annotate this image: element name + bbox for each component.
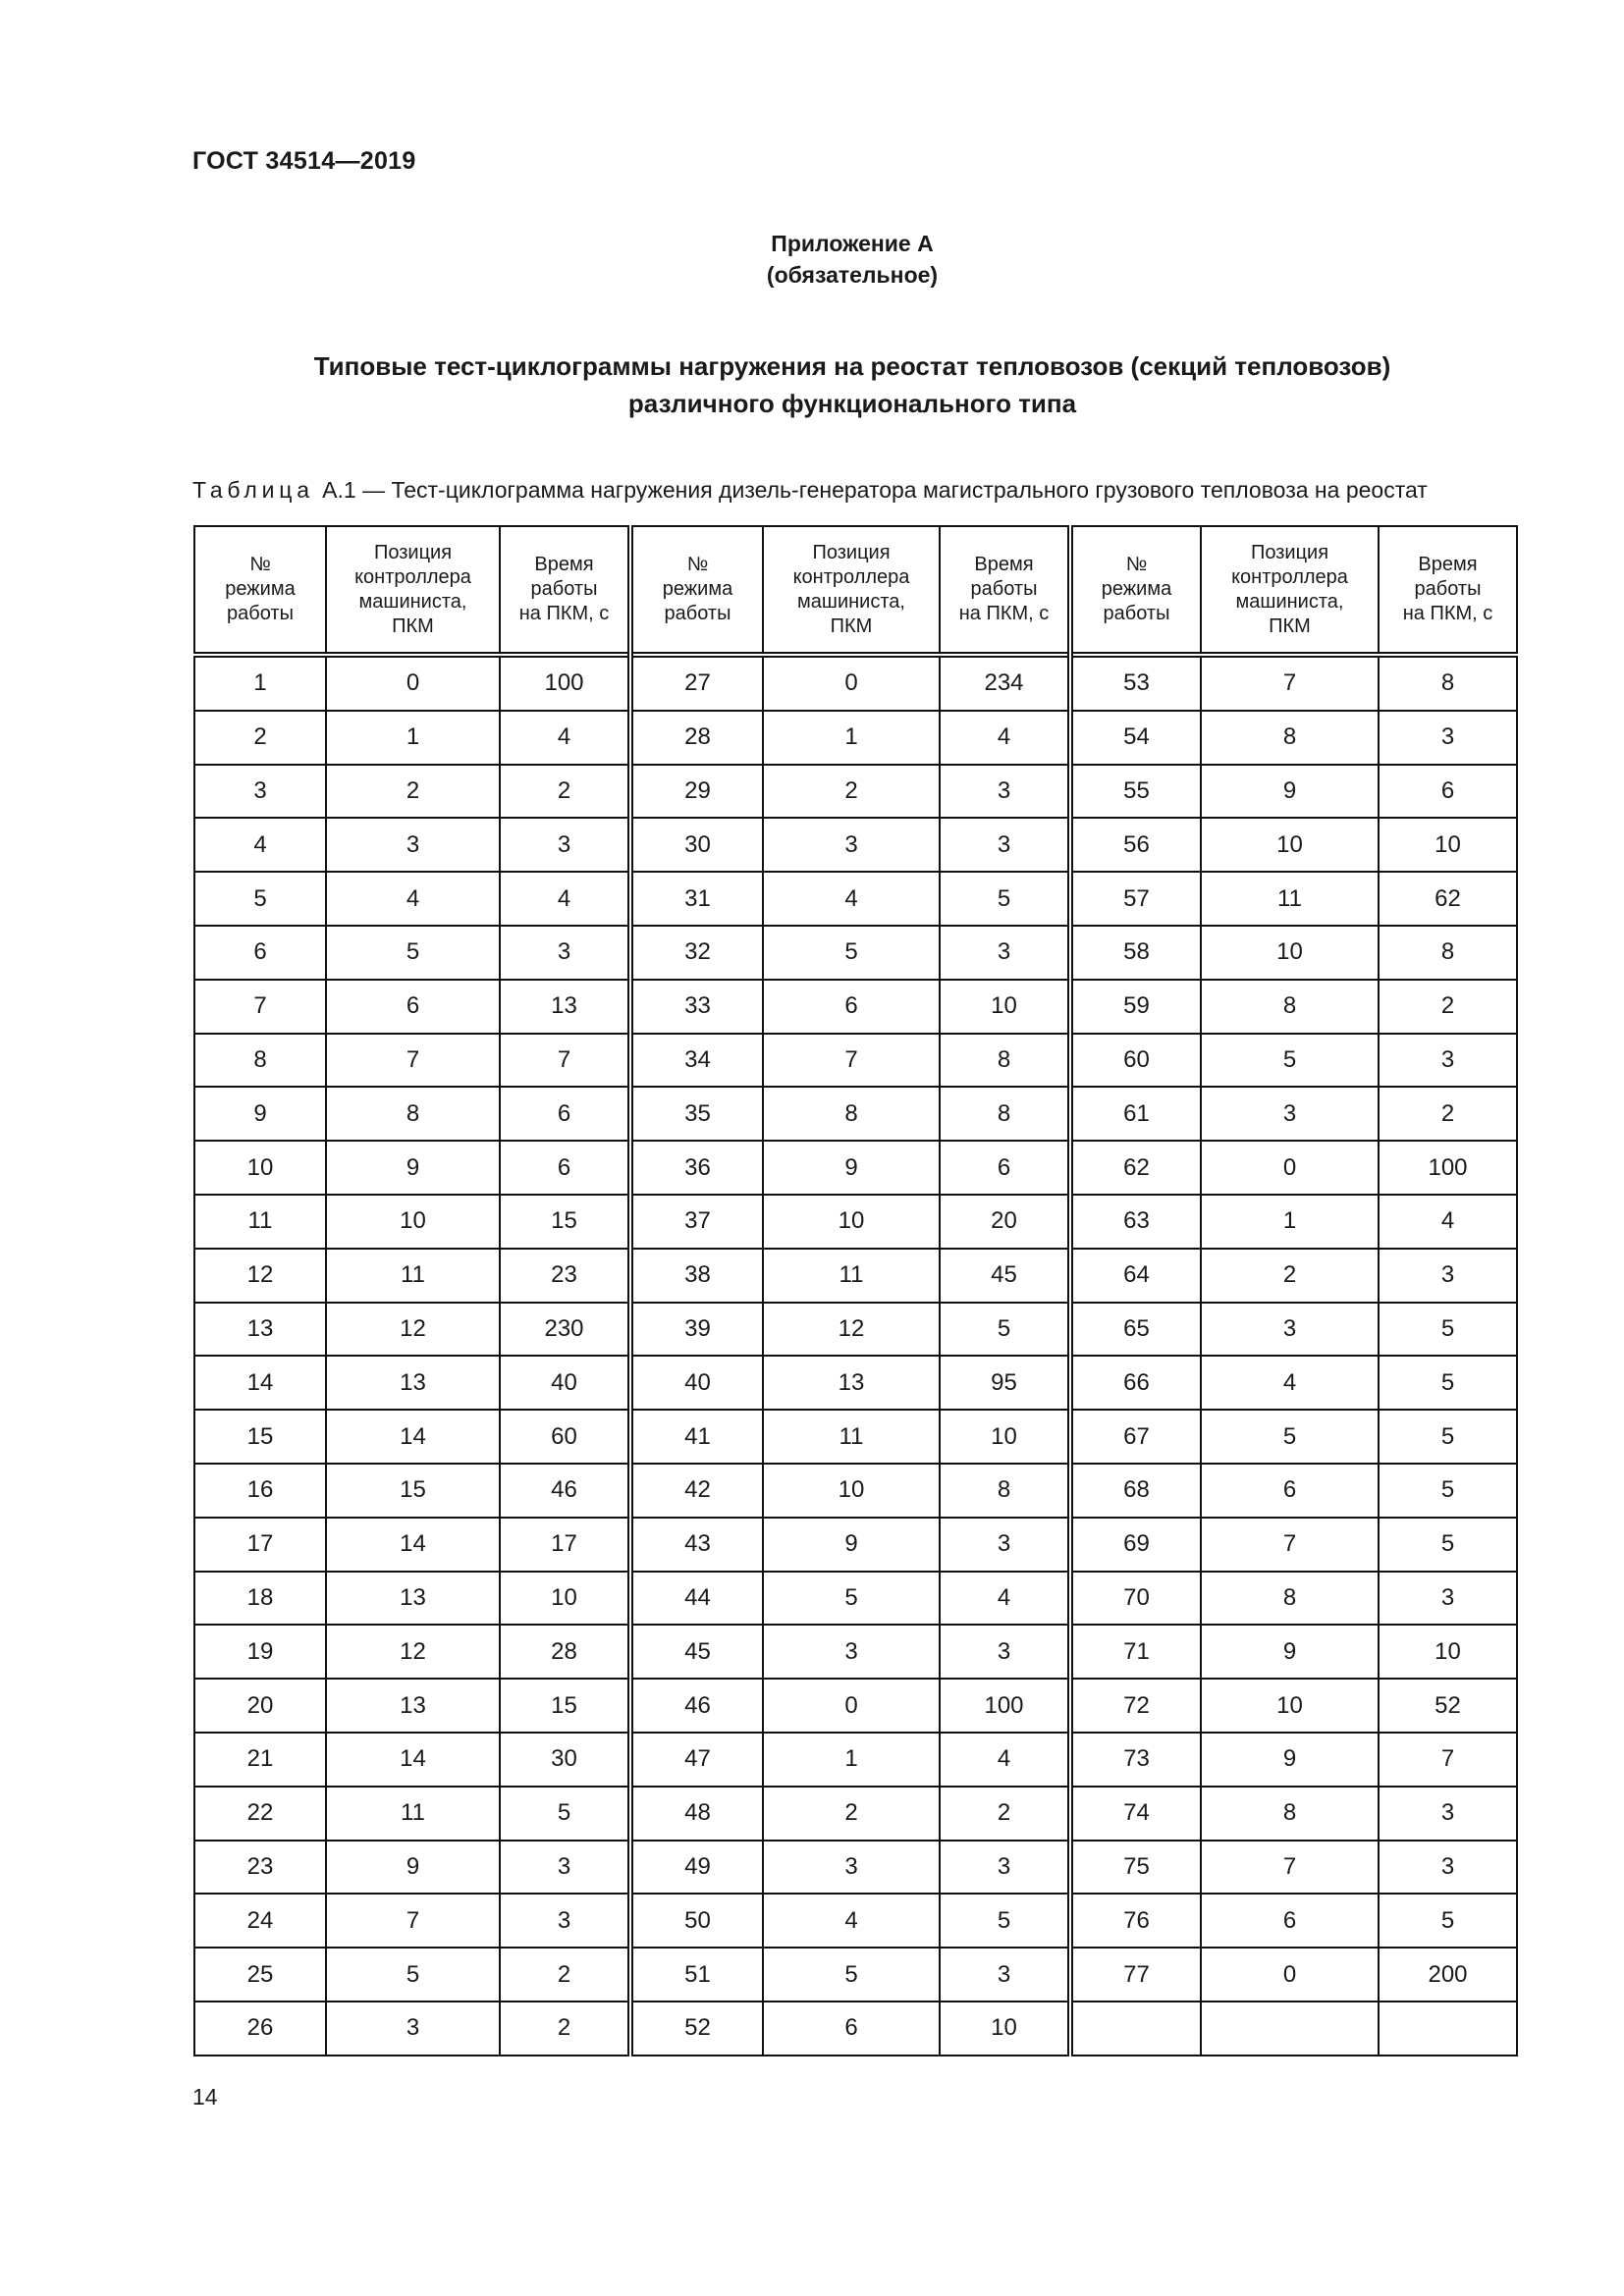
cell-operating-time: 100 (1379, 1141, 1517, 1195)
cell-mode-number: 33 (630, 980, 763, 1034)
cell-operating-time: 7 (500, 1034, 630, 1088)
cell-controller-position: 7 (763, 1034, 940, 1088)
cell-mode-number: 12 (194, 1249, 326, 1303)
cell-mode-number: 3 (194, 765, 326, 819)
table-row (194, 818, 1517, 872)
cell-operating-time: 15 (500, 1679, 630, 1733)
table-row (194, 1087, 1517, 1141)
cell-controller-position: 0 (763, 1679, 940, 1733)
cell-mode-number: 61 (1070, 1087, 1201, 1141)
cell-controller-position: 0 (326, 655, 500, 711)
cell-controller-position: 5 (326, 1948, 500, 2002)
cell-controller-position: 10 (1201, 1679, 1379, 1733)
cell-operating-time: 23 (500, 1249, 630, 1303)
cell-mode-number: 7 (194, 980, 326, 1034)
cell-controller-position: 6 (326, 980, 500, 1034)
cell-operating-time: 6 (1379, 765, 1517, 819)
cell-operating-time: 3 (940, 765, 1070, 819)
cell-operating-time: 4 (500, 711, 630, 765)
cell-operating-time: 5 (1379, 1894, 1517, 1948)
col-header-operating-time: Время работы на ПКМ, с (1379, 526, 1517, 655)
col-header-controller-position: Позиция контроллера машиниста, ПКМ (763, 526, 940, 655)
cell-controller-position: 3 (1201, 1087, 1379, 1141)
cell-controller-position: 6 (1201, 1894, 1379, 1948)
cell-controller-position: 9 (326, 1841, 500, 1895)
cell-controller-position: 6 (763, 980, 940, 1034)
cell-operating-time: 5 (940, 1894, 1070, 1948)
cell-operating-time: 15 (500, 1195, 630, 1249)
cell-mode-number: 25 (194, 1948, 326, 2002)
cell-controller-position: 4 (763, 1894, 940, 1948)
cell-operating-time: 2 (1379, 980, 1517, 1034)
cell-mode-number: 62 (1070, 1141, 1201, 1195)
cell-operating-time: 6 (940, 1141, 1070, 1195)
cell-controller-position: 0 (763, 655, 940, 711)
cell-operating-time: 20 (940, 1195, 1070, 1249)
table-row (194, 1841, 1517, 1895)
cell-mode-number: 26 (194, 2002, 326, 2056)
cell-operating-time: 4 (1379, 1195, 1517, 1249)
cell-controller-position: 5 (326, 926, 500, 980)
cell-controller-position: 0 (1201, 1141, 1379, 1195)
cell-controller-position: 7 (326, 1034, 500, 1088)
table-row (194, 1679, 1517, 1733)
cell-controller-position: 3 (763, 818, 940, 872)
table-row (194, 1249, 1517, 1303)
cell-mode-number: 59 (1070, 980, 1201, 1034)
cell-controller-position: 10 (1201, 818, 1379, 872)
cell-mode-number: 11 (194, 1195, 326, 1249)
cell-mode-number: 65 (1070, 1303, 1201, 1357)
cell-mode-number: 52 (630, 2002, 763, 2056)
cell-controller-position: 3 (326, 818, 500, 872)
cell-controller-position: 5 (763, 926, 940, 980)
test-cycle-table (193, 525, 1518, 2056)
table-row (194, 1733, 1517, 1787)
cell-mode-number: 73 (1070, 1733, 1201, 1787)
cell-mode-number: 8 (194, 1034, 326, 1088)
table-row (194, 1787, 1517, 1841)
cell-controller-position: 12 (326, 1625, 500, 1679)
cell-mode-number: 71 (1070, 1625, 1201, 1679)
cell-operating-time: 5 (1379, 1303, 1517, 1357)
cell-mode-number: 39 (630, 1303, 763, 1357)
cell-mode-number: 28 (630, 711, 763, 765)
cell-operating-time: 3 (1379, 1249, 1517, 1303)
cell-mode-number: 35 (630, 1087, 763, 1141)
cell-operating-time: 5 (1379, 1464, 1517, 1518)
cell-operating-time: 3 (940, 1948, 1070, 2002)
cell-controller-position: 3 (763, 1625, 940, 1679)
table-caption (192, 477, 1428, 504)
table-row (194, 1464, 1517, 1518)
table-row (194, 1356, 1517, 1410)
cell-operating-time: 10 (940, 1410, 1070, 1464)
cell-controller-position: 14 (326, 1410, 500, 1464)
cell-operating-time: 100 (940, 1679, 1070, 1733)
table-row (194, 1195, 1517, 1249)
cell-mode-number: 14 (194, 1356, 326, 1410)
cell-controller-position: 2 (763, 1787, 940, 1841)
col-header-operating-time: Время работы на ПКМ, с (500, 526, 630, 655)
cell-controller-position: 7 (1201, 1518, 1379, 1572)
cell-mode-number: 40 (630, 1356, 763, 1410)
cell-controller-position: 5 (1201, 1410, 1379, 1464)
cell-mode-number: 50 (630, 1894, 763, 1948)
cell-mode-number: 44 (630, 1572, 763, 1626)
table-row (194, 1303, 1517, 1357)
cell-mode-number: 32 (630, 926, 763, 980)
cell-mode-number: 36 (630, 1141, 763, 1195)
annex-heading (0, 347, 1624, 422)
cell-controller-position (1201, 2002, 1379, 2056)
cell-operating-time: 95 (940, 1356, 1070, 1410)
cell-mode-number: 56 (1070, 818, 1201, 872)
cell-mode-number: 24 (194, 1894, 326, 1948)
table-row (194, 1410, 1517, 1464)
cell-mode-number: 27 (630, 655, 763, 711)
cell-mode-number: 55 (1070, 765, 1201, 819)
cell-operating-time: 5 (500, 1787, 630, 1841)
cell-operating-time: 60 (500, 1410, 630, 1464)
cell-mode-number: 41 (630, 1410, 763, 1464)
cell-controller-position: 11 (326, 1787, 500, 1841)
cell-operating-time: 200 (1379, 1948, 1517, 2002)
cell-operating-time: 4 (940, 1572, 1070, 1626)
cell-operating-time: 3 (1379, 1572, 1517, 1626)
cell-controller-position: 1 (1201, 1195, 1379, 1249)
cell-mode-number: 17 (194, 1518, 326, 1572)
cell-operating-time: 2 (500, 1948, 630, 2002)
cell-mode-number: 16 (194, 1464, 326, 1518)
cell-controller-position: 9 (326, 1141, 500, 1195)
cell-operating-time: 6 (500, 1141, 630, 1195)
cell-operating-time: 46 (500, 1464, 630, 1518)
cell-operating-time: 8 (940, 1087, 1070, 1141)
table-row (194, 872, 1517, 926)
cell-controller-position: 6 (1201, 1464, 1379, 1518)
cell-operating-time: 10 (1379, 818, 1517, 872)
cell-operating-time: 4 (940, 1733, 1070, 1787)
cell-mode-number: 2 (194, 711, 326, 765)
cell-operating-time: 8 (940, 1034, 1070, 1088)
cell-controller-position: 11 (763, 1249, 940, 1303)
cell-mode-number: 46 (630, 1679, 763, 1733)
annex-heading-line-1: Типовые тест-циклограммы нагружения на реостат тепловозов (секций тепловозов) (313, 351, 1391, 381)
cell-operating-time: 7 (1379, 1733, 1517, 1787)
annex-label (0, 228, 1624, 291)
cell-mode-number: 77 (1070, 1948, 1201, 2002)
table-body (194, 655, 1517, 2056)
cell-operating-time: 13 (500, 980, 630, 1034)
cell-controller-position: 13 (326, 1356, 500, 1410)
table-row (194, 765, 1517, 819)
cell-operating-time: 3 (940, 1625, 1070, 1679)
cell-mode-number: 31 (630, 872, 763, 926)
cell-controller-position: 10 (763, 1464, 940, 1518)
cell-operating-time: 5 (940, 872, 1070, 926)
cell-controller-position: 9 (1201, 1733, 1379, 1787)
cell-operating-time: 3 (1379, 1034, 1517, 1088)
cell-operating-time: 52 (1379, 1679, 1517, 1733)
cell-mode-number: 21 (194, 1733, 326, 1787)
cell-mode-number: 34 (630, 1034, 763, 1088)
col-header-controller-position: Позиция контроллера машиниста, ПКМ (326, 526, 500, 655)
cell-controller-position: 8 (1201, 980, 1379, 1034)
cell-operating-time: 2 (940, 1787, 1070, 1841)
cell-controller-position: 7 (1201, 655, 1379, 711)
cell-mode-number: 10 (194, 1141, 326, 1195)
cell-mode-number: 60 (1070, 1034, 1201, 1088)
annex-heading-line-2: различного функционального типа (627, 389, 1077, 418)
cell-operating-time: 8 (940, 1464, 1070, 1518)
cell-controller-position: 12 (763, 1303, 940, 1357)
cell-controller-position: 14 (326, 1733, 500, 1787)
cell-operating-time: 3 (1379, 1841, 1517, 1895)
cell-controller-position: 11 (1201, 872, 1379, 926)
cell-mode-number: 63 (1070, 1195, 1201, 1249)
cell-controller-position: 3 (1201, 1303, 1379, 1357)
table-row (194, 1034, 1517, 1088)
cell-mode-number: 1 (194, 655, 326, 711)
col-header-mode-number: № режима работы (1070, 526, 1201, 655)
cell-controller-position: 11 (763, 1410, 940, 1464)
cell-mode-number: 76 (1070, 1894, 1201, 1948)
cell-mode-number: 66 (1070, 1356, 1201, 1410)
cell-controller-position: 14 (326, 1518, 500, 1572)
cell-controller-position: 8 (326, 1087, 500, 1141)
col-header-mode-number: № режима работы (630, 526, 763, 655)
cell-mode-number: 13 (194, 1303, 326, 1357)
cell-operating-time: 5 (1379, 1518, 1517, 1572)
cell-mode-number: 72 (1070, 1679, 1201, 1733)
cell-mode-number: 5 (194, 872, 326, 926)
cell-mode-number: 6 (194, 926, 326, 980)
cell-mode-number: 69 (1070, 1518, 1201, 1572)
cell-operating-time: 10 (940, 980, 1070, 1034)
cell-operating-time: 62 (1379, 872, 1517, 926)
page-number: 14 (192, 2084, 218, 2109)
annex-status: (обязательное) (766, 262, 939, 288)
cell-mode-number: 29 (630, 765, 763, 819)
cell-controller-position: 8 (1201, 1787, 1379, 1841)
cell-operating-time: 45 (940, 1249, 1070, 1303)
cell-mode-number: 48 (630, 1787, 763, 1841)
table-row (194, 1572, 1517, 1626)
table-row (194, 1625, 1517, 1679)
table-row (194, 655, 1517, 711)
cell-controller-position: 11 (326, 1249, 500, 1303)
cell-mode-number: 15 (194, 1410, 326, 1464)
cell-controller-position: 4 (763, 872, 940, 926)
cell-operating-time: 3 (500, 926, 630, 980)
cell-operating-time: 234 (940, 655, 1070, 711)
cell-operating-time: 40 (500, 1356, 630, 1410)
cell-mode-number: 30 (630, 818, 763, 872)
cell-operating-time: 8 (1379, 926, 1517, 980)
cell-mode-number: 54 (1070, 711, 1201, 765)
cell-controller-position: 10 (326, 1195, 500, 1249)
cell-mode-number: 64 (1070, 1249, 1201, 1303)
cell-mode-number (1070, 2002, 1201, 2056)
cell-mode-number: 70 (1070, 1572, 1201, 1626)
col-header-operating-time: Время работы на ПКМ, с (940, 526, 1070, 655)
cell-operating-time: 5 (940, 1303, 1070, 1357)
cell-operating-time: 3 (940, 926, 1070, 980)
cell-controller-position: 9 (1201, 1625, 1379, 1679)
cell-controller-position: 2 (326, 765, 500, 819)
cell-mode-number: 20 (194, 1679, 326, 1733)
cell-mode-number: 67 (1070, 1410, 1201, 1464)
cell-mode-number: 58 (1070, 926, 1201, 980)
cell-controller-position: 6 (763, 2002, 940, 2056)
cell-mode-number: 18 (194, 1572, 326, 1626)
cell-controller-position: 8 (1201, 711, 1379, 765)
cell-controller-position: 4 (326, 872, 500, 926)
table-header-row (194, 526, 1517, 655)
cell-controller-position: 13 (326, 1572, 500, 1626)
cell-operating-time: 2 (500, 765, 630, 819)
cell-controller-position: 3 (326, 2002, 500, 2056)
cell-operating-time: 10 (500, 1572, 630, 1626)
cell-operating-time: 28 (500, 1625, 630, 1679)
cell-controller-position: 9 (763, 1518, 940, 1572)
cell-controller-position: 1 (763, 1733, 940, 1787)
cell-controller-position: 10 (763, 1195, 940, 1249)
cell-operating-time: 3 (500, 1894, 630, 1948)
annex-title: Приложение А (771, 231, 934, 256)
cell-controller-position: 9 (763, 1141, 940, 1195)
cell-operating-time: 230 (500, 1303, 630, 1357)
cell-mode-number: 74 (1070, 1787, 1201, 1841)
document-code: ГОСТ 34514—2019 (192, 147, 416, 175)
table-row (194, 2002, 1517, 2056)
cell-mode-number: 23 (194, 1841, 326, 1895)
cell-operating-time: 100 (500, 655, 630, 711)
cell-controller-position: 8 (1201, 1572, 1379, 1626)
cell-operating-time: 2 (500, 2002, 630, 2056)
cell-controller-position: 7 (1201, 1841, 1379, 1895)
cell-operating-time: 8 (1379, 655, 1517, 711)
cell-operating-time: 3 (940, 1518, 1070, 1572)
table-row (194, 926, 1517, 980)
cell-mode-number: 4 (194, 818, 326, 872)
cell-mode-number: 22 (194, 1787, 326, 1841)
table-row (194, 1141, 1517, 1195)
cell-operating-time: 3 (1379, 711, 1517, 765)
cell-mode-number: 43 (630, 1518, 763, 1572)
cell-operating-time: 3 (1379, 1787, 1517, 1841)
cell-operating-time: 3 (500, 1841, 630, 1895)
cell-operating-time: 5 (1379, 1356, 1517, 1410)
cell-controller-position: 3 (763, 1841, 940, 1895)
cell-controller-position: 1 (763, 711, 940, 765)
cell-operating-time: 4 (940, 711, 1070, 765)
table-row (194, 1948, 1517, 2002)
cell-operating-time: 3 (940, 818, 1070, 872)
cell-mode-number: 47 (630, 1733, 763, 1787)
cell-mode-number: 37 (630, 1195, 763, 1249)
cell-controller-position: 15 (326, 1464, 500, 1518)
cell-operating-time: 3 (500, 818, 630, 872)
cell-operating-time: 10 (940, 2002, 1070, 2056)
col-header-mode-number: № режима работы (194, 526, 326, 655)
cell-controller-position: 13 (763, 1356, 940, 1410)
table-caption-text: А.1 — Тест-циклограмма нагружения дизель-генератора магистрального грузового тепловоза на реостат (322, 477, 1428, 503)
cell-controller-position: 7 (326, 1894, 500, 1948)
cell-operating-time: 2 (1379, 1087, 1517, 1141)
cell-controller-position: 5 (763, 1948, 940, 2002)
cell-mode-number: 42 (630, 1464, 763, 1518)
cell-mode-number: 68 (1070, 1464, 1201, 1518)
cell-controller-position: 13 (326, 1679, 500, 1733)
cell-mode-number: 57 (1070, 872, 1201, 926)
cell-operating-time: 5 (1379, 1410, 1517, 1464)
cell-controller-position: 10 (1201, 926, 1379, 980)
cell-mode-number: 53 (1070, 655, 1201, 711)
cell-mode-number: 75 (1070, 1841, 1201, 1895)
cell-operating-time: 4 (500, 872, 630, 926)
cell-controller-position: 8 (763, 1087, 940, 1141)
cell-operating-time: 17 (500, 1518, 630, 1572)
cell-controller-position: 0 (1201, 1948, 1379, 2002)
cell-operating-time: 6 (500, 1087, 630, 1141)
cell-controller-position: 5 (1201, 1034, 1379, 1088)
table-caption-label: Таблица (192, 477, 314, 503)
cell-mode-number: 19 (194, 1625, 326, 1679)
cell-operating-time: 30 (500, 1733, 630, 1787)
table-row (194, 1894, 1517, 1948)
cell-controller-position: 1 (326, 711, 500, 765)
cell-operating-time: 10 (1379, 1625, 1517, 1679)
table-row (194, 711, 1517, 765)
cell-mode-number: 49 (630, 1841, 763, 1895)
cell-mode-number: 45 (630, 1625, 763, 1679)
table-row (194, 1518, 1517, 1572)
cell-controller-position: 4 (1201, 1356, 1379, 1410)
cell-controller-position: 5 (763, 1572, 940, 1626)
table-row (194, 980, 1517, 1034)
cell-controller-position: 2 (763, 765, 940, 819)
col-header-controller-position: Позиция контроллера машиниста, ПКМ (1201, 526, 1379, 655)
cell-mode-number: 9 (194, 1087, 326, 1141)
cell-mode-number: 51 (630, 1948, 763, 2002)
cell-controller-position: 12 (326, 1303, 500, 1357)
cell-operating-time (1379, 2002, 1517, 2056)
cell-controller-position: 2 (1201, 1249, 1379, 1303)
cell-operating-time: 3 (940, 1841, 1070, 1895)
cell-controller-position: 9 (1201, 765, 1379, 819)
cell-mode-number: 38 (630, 1249, 763, 1303)
